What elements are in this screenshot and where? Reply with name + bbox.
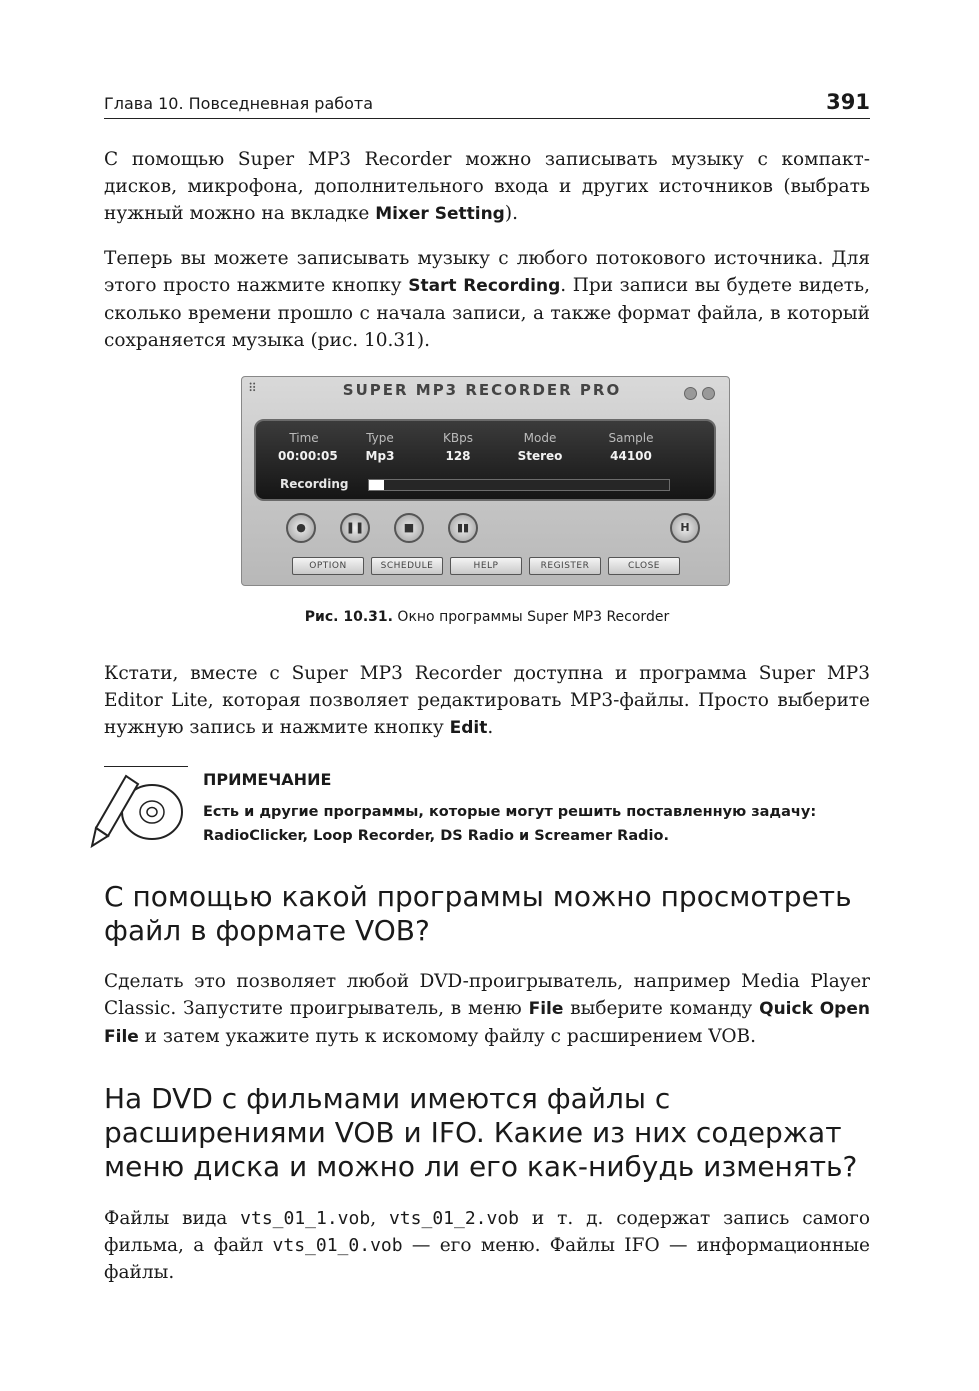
- minimize-button[interactable]: [684, 387, 697, 400]
- register-button[interactable]: REGISTER: [529, 557, 601, 575]
- keyword-edit: Edit: [449, 718, 488, 738]
- running-header: [104, 92, 870, 119]
- keyword-mixer-setting: Mixer Setting: [375, 204, 505, 224]
- time-value: 00:00:05: [278, 449, 338, 463]
- cd-pencil-icon: [86, 770, 190, 850]
- mode-column: Mode Stereo: [514, 431, 566, 463]
- recording-progress-bar: [368, 479, 670, 491]
- code-filename-2: vts_01_2.vob: [388, 1208, 520, 1229]
- note-text: Есть и другие программы, которые могут решить поставленную задачу: RadioClicker, Loop Recorder, DS Radio и Screamer Radio.: [203, 804, 817, 844]
- figure-caption: Рис. 10.31. Окно программы Super MP3 Recorder: [304, 609, 670, 625]
- sample-value: 44100: [610, 449, 652, 463]
- section-heading-vob: С помощью какой программы можно просмотреть файл в формате VOB?: [104, 880, 852, 947]
- note-title: ПРИМЕЧАНИЕ: [203, 770, 332, 789]
- recorder-display: [254, 419, 716, 501]
- grip-icon[interactable]: ⠿: [248, 381, 257, 395]
- page-number: 391: [826, 90, 870, 114]
- chapter-title: Глава 10. Повседневная работа: [104, 94, 374, 113]
- close-button[interactable]: CLOSE: [608, 557, 680, 575]
- sample-column: Sample 44100: [602, 431, 660, 463]
- keyword-start-recording: Start Recording: [408, 276, 561, 296]
- paragraph-5: Файлы вида vts_01_1.vob, vts_01_2.vob и т. д. содержат запись самого фильма, а файл vts_01_0.vob — его меню. Файлы IFO — информационные файлы.: [104, 1208, 871, 1283]
- type-value: Mp3: [365, 449, 395, 463]
- paragraph-3: Кстати, вместе с Super MP3 Recorder доступна и программа Super MP3 Editor Lite, которая позволяет редактировать MP3-файлы. Просто выберите нужную запись и нажмите кнопку Edit.: [104, 663, 870, 738]
- section-heading-dvd-menu: На DVD с фильмами имеются файлы с расширениями VOB и IFO. Какие из них содержат меню диска и можно ли его как-нибудь изменять?: [104, 1082, 858, 1183]
- paragraph-4: Сделать это позволяет любой DVD-проигрыватель, например Media Player Classic. Запустите проигрыватель, в меню File выберите команду Quick Open File и затем укажите путь к искомому файлу с расширением VOB.: [104, 971, 870, 1047]
- paragraph-2: Теперь вы можете записывать музыку с любого потокового источника. Для этого просто нажмите кнопку Start Recording. При записи вы будете видеть, сколько времени прошло с начала записи, а также формат файла, в который сохраняется музыка (рис. 10.31).: [104, 248, 870, 351]
- level-meter-button[interactable]: ▮▮: [448, 513, 478, 543]
- keyword-quick-open-file: Quick Open File: [104, 999, 870, 1047]
- paragraph-1: С помощью Super MP3 Recorder можно записывать музыку с компакт-дисков, микрофона, дополнительного входа и других источников (выбрать нужный можно на вкладке Mixer Setting).: [104, 149, 870, 224]
- super-mp3-recorder-window: [241, 376, 730, 586]
- type-column: Type Mp3: [356, 431, 404, 463]
- mode-value: Stereo: [517, 449, 563, 463]
- option-button[interactable]: OPTION: [292, 557, 364, 575]
- recording-label: Recording: [280, 477, 349, 491]
- kbps-value: 128: [445, 449, 471, 463]
- time-column: Time 00:00:05: [278, 431, 338, 463]
- record-button[interactable]: ●: [286, 513, 316, 543]
- pause-button[interactable]: ❚❚: [340, 513, 370, 543]
- code-filename-1: vts_01_1.vob: [240, 1208, 371, 1229]
- code-filename-3: vts_01_0.vob: [272, 1235, 403, 1256]
- close-window-button[interactable]: [702, 387, 715, 400]
- help-round-button[interactable]: H: [670, 513, 700, 543]
- kbps-column: KBps 128: [434, 431, 482, 463]
- keyword-file: File: [528, 999, 564, 1019]
- help-button[interactable]: HELP: [450, 557, 522, 575]
- app-title: SUPER MP3 RECORDER PRO: [342, 381, 622, 399]
- note-divider: [104, 766, 188, 767]
- stop-button[interactable]: ■: [394, 513, 424, 543]
- recording-progress-fill: [369, 480, 384, 490]
- schedule-button[interactable]: SCHEDULE: [371, 557, 443, 575]
